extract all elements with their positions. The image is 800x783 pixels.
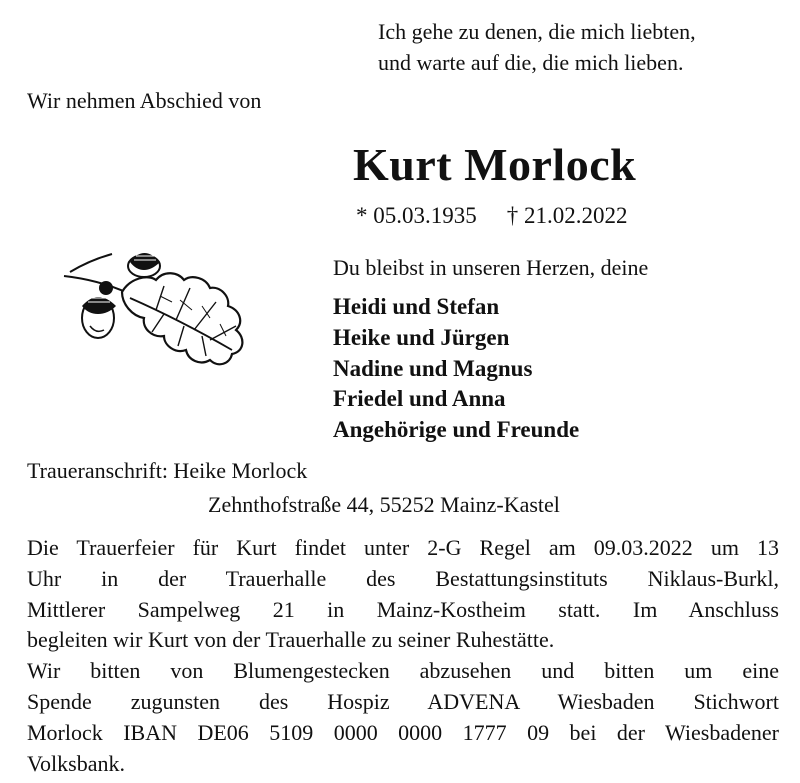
funeral-info-line: Volksbank. [27, 750, 125, 776]
funeral-info-line: Spende zugunsten des Hospiz ADVENA Wiesbaden Stichwort [27, 688, 779, 714]
oak-leaf-acorn-icon [60, 240, 260, 370]
poem [378, 16, 696, 78]
deceased-name: Kurt Morlock [353, 139, 637, 190]
funeral-info-line: Die Trauerfeier für Kurt findet unter 2-G Regel am 09.03.2022 um 13 [27, 535, 779, 560]
funeral-info-line: Mittlerer Sampelweg 21 in Mainz-Kostheim statt. Im Anschluss [27, 596, 779, 622]
funeral-info-line: Uhr in der Trauerhalle des Bestattungsinstituts Niklaus-Burkl, [27, 565, 779, 591]
intro-text: Wir nehmen Abschied von [27, 88, 262, 113]
funeral-info-line: Wir bitten von Blumengestecken abzusehen und bitten um eine [27, 658, 779, 684]
life-dates [356, 203, 628, 229]
mourning-address-line-2: Zehnthofstraße 44, 55252 Mainz-Kastel [208, 492, 560, 517]
poem-line-2: und warte auf die, die mich lieben. [378, 50, 684, 75]
death-date: † 21.02.2022 [506, 203, 628, 228]
mourner-item: Angehörige und Freunde [333, 417, 580, 443]
farewell-text: Du bleibst in unseren Herzen, deine [333, 255, 649, 280]
poem-line-1: Ich gehe zu denen, die mich liebten, [378, 19, 696, 44]
mourner-item: Heidi und Stefan [333, 294, 500, 319]
mourner-item: Heike und Jürgen [333, 324, 510, 350]
mourner-item: Friedel und Anna [333, 386, 506, 412]
funeral-info [27, 533, 779, 779]
mourner-item: Nadine und Magnus [333, 355, 533, 381]
funeral-info-line: begleiten wir Kurt von der Trauerhalle zu seiner Ruhestätte. [27, 627, 555, 653]
mourners-list [333, 292, 579, 446]
birth-date: * 05.03.1935 [356, 203, 477, 228]
mourning-address-line-1: Traueranschrift: Heike Morlock [27, 458, 308, 483]
funeral-info-line: Morlock IBAN DE06 5109 0000 0000 1777 09 bei der Wiesbadener [27, 719, 779, 745]
